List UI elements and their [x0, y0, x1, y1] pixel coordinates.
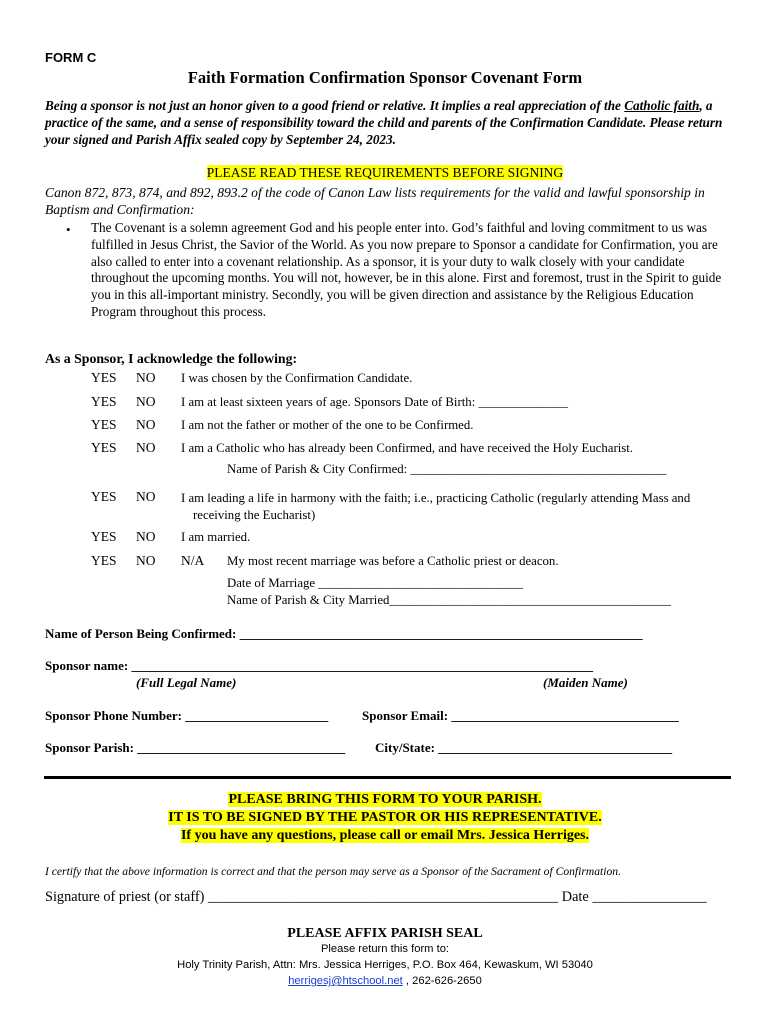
bring-form-line2-text: IT IS TO BE SIGNED BY THE PASTOR OR HIS REPRESENTATIVE.	[168, 810, 602, 825]
no-option[interactable]: NO	[136, 394, 156, 409]
acknowledge-heading: As a Sponsor, I acknowledge the following:	[45, 351, 298, 366]
statement-married: I am married.	[181, 530, 251, 544]
bring-form-line3	[0, 828, 770, 844]
statement-confirmed: I am a Catholic who has already been Confirmed, and have received the Holy Eucharist.	[181, 441, 633, 455]
bring-form-line3-text: If you have any questions, please call or email Mrs. Jessica Herriges.	[180, 828, 590, 843]
no-option[interactable]: NO	[136, 417, 156, 432]
footer-address: Holy Trinity Parish, Attn: Mrs. Jessica Herriges, P.O. Box 464, Kewaskum, WI 53040	[177, 959, 593, 971]
intro-part1: Being a sponsor is not just an honor given to a good friend or relative. It implies a real appreciation of the	[45, 98, 621, 113]
bring-form-line2	[0, 810, 770, 826]
no-option[interactable]: NO	[136, 489, 156, 504]
divider	[44, 776, 731, 779]
maiden-name-label: (Maiden Name)	[543, 675, 628, 690]
covenant-text: The Covenant is a solemn agreement God and his people enter into. God’s faithful and loving commitment to us was fulfilled in Jesus Christ, the Savior of the World. As you now prepare to Sponsor a candidate for Confirmation, you are also called to enter into a covenant relationship. As a sponsor, it is your duty to walk closely with your candidate throughout the upcoming months. You will not, however, be in this alone. First and foremost, trust in the Spirit to guide you in this all-important ministry. Secondly, you will be given direction and assistance by the Religious Education Program throughout this process.	[91, 220, 722, 319]
yes-option[interactable]: YES	[91, 529, 117, 544]
yes-option[interactable]: YES	[91, 489, 117, 504]
statement-practicing-cont: receiving the Eucharist)	[193, 508, 316, 522]
no-option[interactable]: NO	[136, 370, 156, 385]
signature-field[interactable]: Signature of priest (or staff) _________________________________________________ Date ________________	[45, 889, 707, 905]
statement-age: I am at least sixteen years of age. Sponsors Date of Birth: ______________	[181, 395, 569, 409]
yes-option[interactable]: YES	[91, 440, 117, 455]
footer-phone: , 262-626-2650	[402, 975, 482, 987]
footer-return-text: Please return this form to:	[320, 943, 450, 955]
certify-text: I certify that the above information is correct and that the person may serve as a Sponsor of the Sacrament of Confirmation.	[45, 865, 621, 878]
person-confirmed-field[interactable]: Name of Person Being Confirmed: ______________________________________________________________	[45, 626, 643, 641]
statement-practicing: I am leading a life in harmony with the faith; i.e., practicing Catholic (regularly attending Mass and	[181, 491, 691, 505]
footer-contact	[0, 975, 770, 987]
no-option[interactable]: NO	[136, 440, 156, 455]
no-option[interactable]: NO	[136, 529, 156, 544]
sponsor-email-field[interactable]: Sponsor Email: ___________________________________	[362, 708, 679, 723]
affix-seal-heading: PLEASE AFFIX PARISH SEAL	[287, 926, 483, 941]
intro-part2: , a practice of the same, and a sense of responsibility toward the child and parents of the Confirmation Candidate. Please return your signed and Parish Affix sealed copy by September 24, 2023.	[45, 98, 723, 147]
form-label: FORM C	[45, 50, 97, 65]
bring-form-line1	[0, 792, 770, 808]
statement-not-parent: I am not the father or mother of the one to be Confirmed.	[181, 418, 474, 432]
yes-option[interactable]: YES	[91, 394, 117, 409]
full-legal-name-label: (Full Legal Name)	[136, 675, 237, 690]
na-option[interactable]: N/A	[181, 553, 205, 568]
yes-option[interactable]: YES	[91, 370, 117, 385]
statement-chosen: I was chosen by the Confirmation Candidate.	[181, 371, 413, 385]
city-state-field[interactable]: City/State: ____________________________________	[375, 740, 673, 755]
bring-form-line1-text: PLEASE BRING THIS FORM TO YOUR PARISH.	[228, 792, 542, 807]
bullet-icon: •	[66, 222, 71, 237]
requirements-heading	[0, 165, 770, 181]
canon-text: Canon 872, 873, 874, and 892, 893.2 of the code of Canon Law lists requirements for the valid and lawful sponsorship in Baptism and Confirmation:	[45, 185, 705, 217]
statement-marriage-church: My most recent marriage was before a Catholic priest or deacon.	[227, 554, 559, 568]
sponsor-phone-field[interactable]: Sponsor Phone Number: ______________________	[45, 708, 329, 723]
requirements-heading-text: PLEASE READ THESE REQUIREMENTS BEFORE SIGNING	[206, 165, 564, 180]
yes-option[interactable]: YES	[91, 417, 117, 432]
yes-option[interactable]: YES	[91, 553, 117, 568]
sponsor-name-field[interactable]: Sponsor name: _______________________________________________________________________	[45, 658, 593, 673]
sponsor-parish-field[interactable]: Sponsor Parish: ________________________________	[45, 740, 346, 755]
intro-paragraph	[45, 97, 725, 148]
email-link[interactable]: herrigesj@htschool.net	[288, 975, 403, 987]
no-option[interactable]: NO	[136, 553, 156, 568]
page-title: Faith Formation Confirmation Sponsor Covenant Form	[187, 68, 583, 87]
parish-married-field[interactable]: Name of Parish & City Married____________________________________________	[227, 593, 671, 607]
parish-confirmed-field[interactable]: Name of Parish & City Confirmed: ________________________________________	[227, 462, 667, 476]
date-of-marriage-field[interactable]: Date of Marriage ________________________________	[227, 576, 524, 590]
intro-underlined: Catholic faith	[624, 98, 700, 113]
